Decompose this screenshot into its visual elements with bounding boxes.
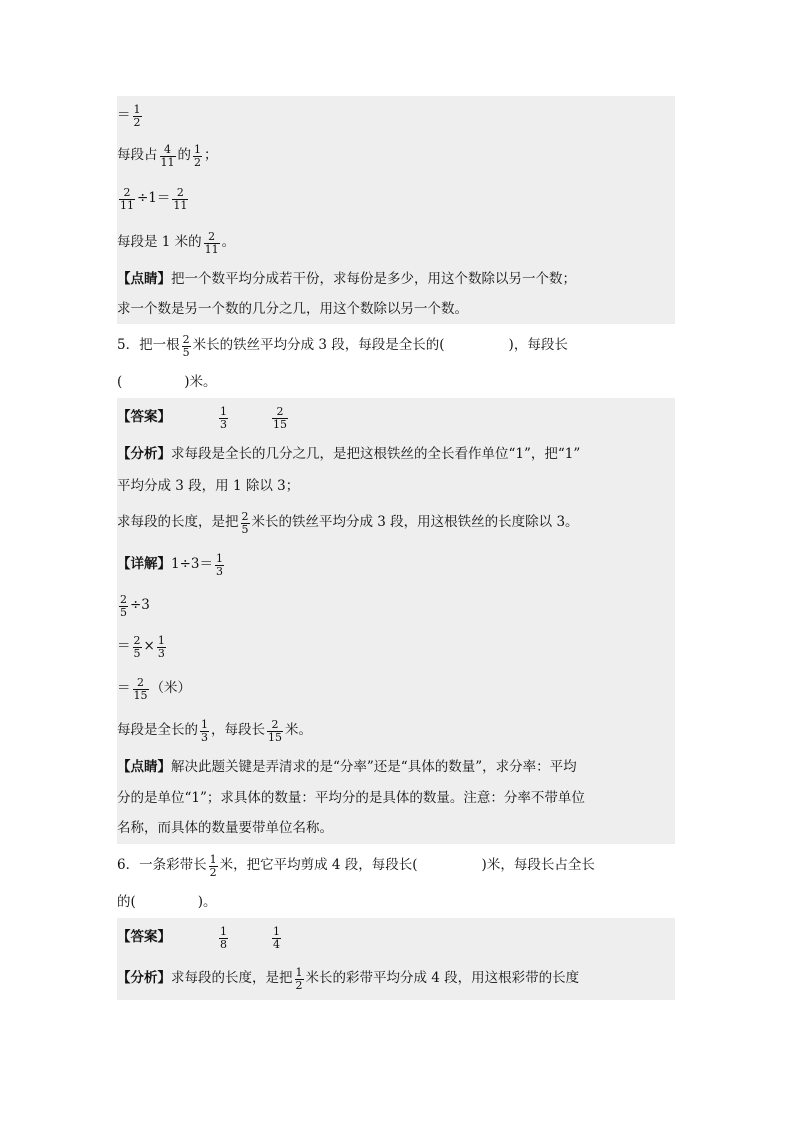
comment-tag: 【点睛】 (117, 271, 171, 288)
question-5-text-2: )，每段长 (508, 337, 568, 354)
comment-line-3 (117, 814, 675, 844)
text-de: 的 (177, 147, 191, 164)
question-6-line-2 (117, 886, 675, 920)
equals-sign: ＝ (117, 638, 131, 655)
answer-tag: 【答案】 (117, 409, 171, 426)
fraction-two-fifteenths: $\frac{2}{15}$ (268, 717, 282, 744)
fraction-one-half: $\frac{1}{2}$ (133, 102, 141, 129)
fraction-two-fifths: $\frac{2}{5}$ (241, 509, 249, 536)
comment-line-2 (117, 784, 675, 814)
text-each-share: 每段占 (117, 147, 158, 164)
question-6-open: 的( (117, 894, 136, 911)
question-5-open-paren: ( (117, 374, 123, 391)
equals-sign: ＝ (117, 680, 131, 697)
answer-tag: 【答案】 (117, 929, 171, 946)
comment-line-1 (117, 264, 675, 296)
conclusion-text: 米。 (285, 722, 312, 739)
analysis-text: 平均分成 3 段，用 1 除以 3； (117, 478, 300, 495)
unit-meter: （米） (150, 680, 191, 697)
fraction-one-half: $\frac{1}{2}$ (209, 852, 217, 879)
comment-line-1 (117, 752, 675, 784)
analysis-line-2 (117, 472, 675, 502)
analysis-text: 求每段的长度，是把 (171, 970, 293, 987)
text-divide-one: ÷1＝ (137, 190, 171, 207)
question-6-text: 米，把它平均剪成 4 段，每段长( (219, 857, 418, 874)
detail-line-2 (117, 586, 675, 626)
semicolon: ； (204, 147, 218, 164)
divide-three: ÷3 (130, 597, 150, 614)
comment-text: 求一个数是另一个数的几分之几，用这个数除以另一个数。 (117, 301, 468, 318)
fraction-one-half: $\frac{1}{2}$ (295, 965, 303, 992)
question-5-prefix: 5．把一根 (117, 337, 180, 354)
solution-line-half (117, 96, 675, 136)
detail-line-3 (117, 626, 675, 668)
fraction-one-half-b: $\frac{1}{2}$ (194, 142, 201, 169)
comment-tag: 【点睛】 (117, 759, 171, 776)
fraction-one-third: $\frac{1}{3}$ (216, 551, 223, 578)
detail-tag: 【详解】 (117, 556, 171, 573)
fraction-two-fifths: $\frac{2}{5}$ (133, 633, 141, 660)
equals-sign: ＝ (117, 107, 131, 124)
answer-fraction-one-quarter: $\frac{1}{4}$ (273, 924, 280, 951)
detail-equation: 1÷3＝ (171, 556, 213, 573)
question-5-close: )米。 (184, 374, 217, 391)
question-6-text-2: )米，每段长占全长 (481, 857, 595, 874)
comment-text: 解决此题关键是弄清求的是“分率”还是“具体的数量”，求分率：平均 (171, 759, 577, 776)
solution-line-division (117, 176, 675, 222)
analysis-text: 求每段的长度，是把 (117, 514, 239, 531)
comment-text: 把一个数平均分成若干份，求每份是多少，用这个数除以另一个数； (171, 271, 576, 288)
detail-line-4 (117, 668, 675, 710)
comment-text: 分的是单位“1”；求具体的数量：平均分的是具体的数量。注意：分率不带单位 (117, 790, 585, 807)
fraction-two-fifteenths: $\frac{2}{15}$ (133, 675, 148, 702)
solution-line-meter (117, 222, 675, 264)
question-6-line-1 (117, 846, 675, 886)
analysis-line-3 (117, 502, 675, 544)
analysis-text: 米长的彩带平均分成 4 段，用这根彩带的长度 (305, 970, 580, 987)
analysis-line-1 (117, 958, 675, 1000)
detail-line-1 (117, 544, 675, 586)
answer-fraction-one-third: $\frac{1}{3}$ (220, 404, 227, 431)
answer-line (117, 398, 675, 438)
answer-fraction-two-fifteenths: $\frac{2}{15}$ (273, 404, 287, 431)
times-sign: × (143, 638, 155, 655)
question-5-line-2 (117, 366, 675, 400)
fraction-two-elevenths-b: $\frac{2}{11}$ (173, 185, 188, 212)
comment-text: 名称，而具体的数量要带单位名称。 (117, 820, 333, 837)
analysis-text: 求每段是全长的几分之几，是把这根铁丝的全长看作单位“1”，把“1” (171, 446, 581, 463)
answer-fraction-one-eighth: $\frac{1}{8}$ (220, 924, 227, 951)
fraction-one-third: $\frac{1}{3}$ (201, 717, 208, 744)
conclusion-text: ，每段长 (211, 722, 265, 739)
analysis-tag: 【分析】 (117, 446, 171, 463)
answer-line (117, 918, 675, 958)
fraction-two-elevenths-c: $\frac{2}{11}$ (204, 229, 219, 256)
fraction-two-fifths: $\frac{2}{5}$ (182, 332, 190, 359)
fraction-four-elevenths: $\frac{4}{11}$ (160, 142, 175, 169)
question-6-close: )。 (197, 894, 217, 911)
question-5-text: 米长的铁丝平均分成 3 段，每段是全长的( (192, 337, 445, 354)
fraction-one-third: $\frac{1}{3}$ (157, 633, 165, 660)
conclusion-text: 每段是全长的 (117, 722, 198, 739)
question-5-line-1 (117, 326, 675, 366)
text-each-meter: 每段是 1 米的 (117, 234, 202, 251)
analysis-line-1 (117, 438, 675, 472)
solution-line-each-share (117, 136, 675, 176)
analysis-tag: 【分析】 (117, 970, 171, 987)
conclusion-line (117, 710, 675, 752)
analysis-text: 米长的铁丝平均分成 3 段，用这根铁丝的长度除以 3。 (251, 514, 579, 531)
question-6-prefix: 6．一条彩带长 (117, 857, 207, 874)
fraction-two-fifths: $\frac{2}{5}$ (120, 592, 127, 619)
comment-line-2 (117, 296, 675, 324)
fraction-two-elevenths: $\frac{2}{11}$ (120, 185, 134, 212)
period: 。 (221, 234, 236, 251)
